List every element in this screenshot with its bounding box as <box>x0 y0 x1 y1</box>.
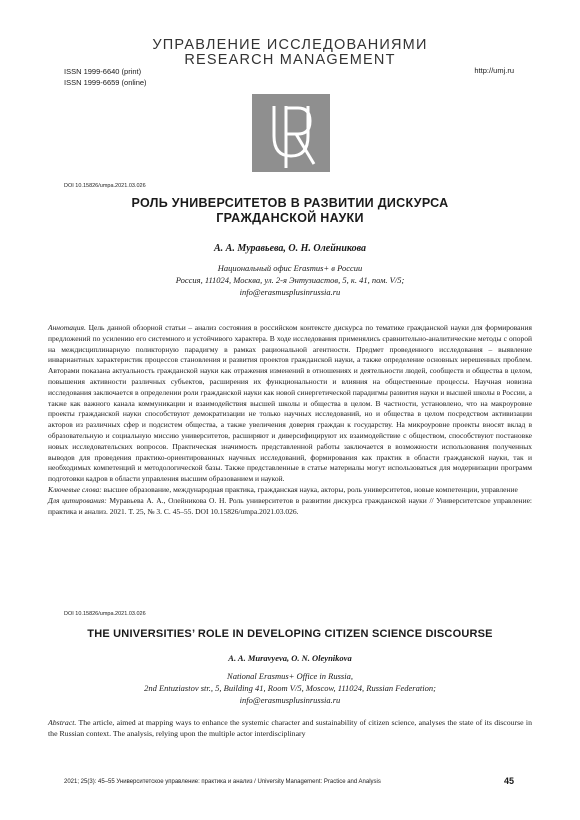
keywords-ru-text: высшее образование, международная практика, гражданская наука, акторы, роль университетов, новые компетенции, управление <box>101 484 518 494</box>
page-footer: 2021; 25(3): 45–55 Университетское управление: практика и анализ / University Management: Practice and Analysis <box>64 779 381 785</box>
abstract-ru-text: Цель данной обзорной статьи – анализ состояния в российском контексте дискурса по тематике гражданской науки для формирования предложений по усилению его системного и устойчивого характера. В ходе исследования применялись сравнительно-аналитические методы с опорой на междисциплинарную поликторную парадигму в рамках рациональной агентности. Предмет проведенного исследования – выявление инвариантных характеристик процессов становления и развития проектов гражданской науки, а также определение основных нерешенных проблем. Авторами показана актуальность гражданской науки как отражения изменений в отношениях и деятельности людей, сообществ и общества в целом, повышения активности различных субъектов, расширения их функциональности и влияния на общественные процессы. Научная новизна исследования заключается в определении роли гражданской науки как новой синергетической парадигмы развития науки и высшей школы в России, а также как важного канала коммуникации и взаимодействия высшей школы и общества в целом. В частности, установлено, что на макроуровне проекты гражданской науки способствуют демократизации не только научных исследований, но и общества в целом посредством активизации акторов из различных сфер и подсистем общества, а также увеличения доверия граждан к государству. На микроуровне проекты вносят вклад в образовательную и социальную миссию университетов, расширяют и диверсифицируют их взаимодействие с обществом, способствуют постановке новых исследовательских вопросов. Практическая значимость представленной работы заключается в возможности использования полученных выводов для проведения практико-ориентированных научных исследований, формирования как практик в области гражданской науки, так и необходимых компетенций и методологической базы. Также представленные в статье материалы могут использоваться для модернизации программ подготовки кадров в области управления высшим образованием и наукой. <box>48 323 532 484</box>
doi-en: DOI 10.15826/umpa.2021.03.026 <box>64 611 146 617</box>
abstract-ru-label: Аннотация. <box>48 323 86 332</box>
journal-title-en: RESEARCH MANAGEMENT <box>184 52 396 68</box>
journal-title-ru: УПРАВЛЕНИЕ ИССЛЕДОВАНИЯМИ <box>152 37 428 53</box>
journal-logo <box>252 94 330 172</box>
affiliation-ru <box>0 262 580 298</box>
issn-print: ISSN 1999-6640 (print) <box>64 67 142 76</box>
citation-ru-text: Муравьева А. А., Олейникова О. Н. Роль университетов в развитии дискурса гражданской науки // Университетское управление: практика и анализ. 2021. Т. 25, № 3. С. 45–55. DOI 10.15826/umpa.2021.03.026. <box>48 495 532 516</box>
abstract-en <box>48 718 532 739</box>
issn-online: ISSN 1999-6659 (online) <box>64 78 147 87</box>
citation-ru <box>48 496 532 518</box>
affiliation-en-line1: National Erasmus+ Office in Russia, <box>227 671 353 681</box>
abstract-ru <box>48 323 532 485</box>
citation-ru-label: Для цитирования: <box>48 495 107 505</box>
affiliation-en-line2: 2nd Entuziastov str., 5, Building 41, Room V/5, Moscow, 111024, Russian Federation; <box>144 683 436 693</box>
keywords-ru-label: Ключевые слова: <box>48 484 102 494</box>
article-title-en: THE UNIVERSITIES’ ROLE IN DEVELOPING CITIZEN SCIENCE DISCOURSE <box>87 628 493 640</box>
affiliation-ru-email[interactable]: info@erasmusplusinrussia.ru <box>239 287 341 297</box>
affiliation-ru-line1: Национальный офис Erasmus+ в России <box>217 263 363 273</box>
affiliation-ru-line2: Россия, 111024, Москва, ул. 2-я Энтузиастов, 5, к. 41, пом. V/5; <box>175 275 405 285</box>
affiliation-en-email[interactable]: info@erasmusplusinrussia.ru <box>239 695 341 705</box>
abstract-en-block <box>48 718 532 739</box>
article-title-ru-line2: ГРАЖДАНСКОЙ НАУКИ <box>216 211 364 225</box>
doi-ru: DOI 10.15826/umpa.2021.03.026 <box>64 183 146 189</box>
abstract-en-label: Abstract. <box>48 718 77 727</box>
journal-title <box>0 38 580 68</box>
journal-url[interactable]: http://umj.ru <box>474 66 514 75</box>
abstract-ru-block <box>48 323 532 517</box>
issn-block <box>64 66 147 88</box>
authors-en: A. A. Muravyeva, O. N. Oleynikova <box>228 653 352 663</box>
keywords-ru <box>48 485 532 496</box>
article-title-ru-line1: РОЛЬ УНИВЕРСИТЕТОВ В РАЗВИТИИ ДИСКУРСА <box>131 196 449 210</box>
page-number: 45 <box>503 776 514 786</box>
logo-ur-icon <box>252 94 330 172</box>
authors-ru: А. А. Муравьева, О. Н. Олейникова <box>214 243 366 254</box>
article-title-ru <box>0 196 580 226</box>
abstract-en-text: The article, aimed at mapping ways to enhance the systemic character and sustainability of citizen science, analyses the state of its discourse in the Russian context. The analysis, relying upon the multiple actor interdisciplinary <box>48 718 532 738</box>
affiliation-en <box>0 670 580 706</box>
